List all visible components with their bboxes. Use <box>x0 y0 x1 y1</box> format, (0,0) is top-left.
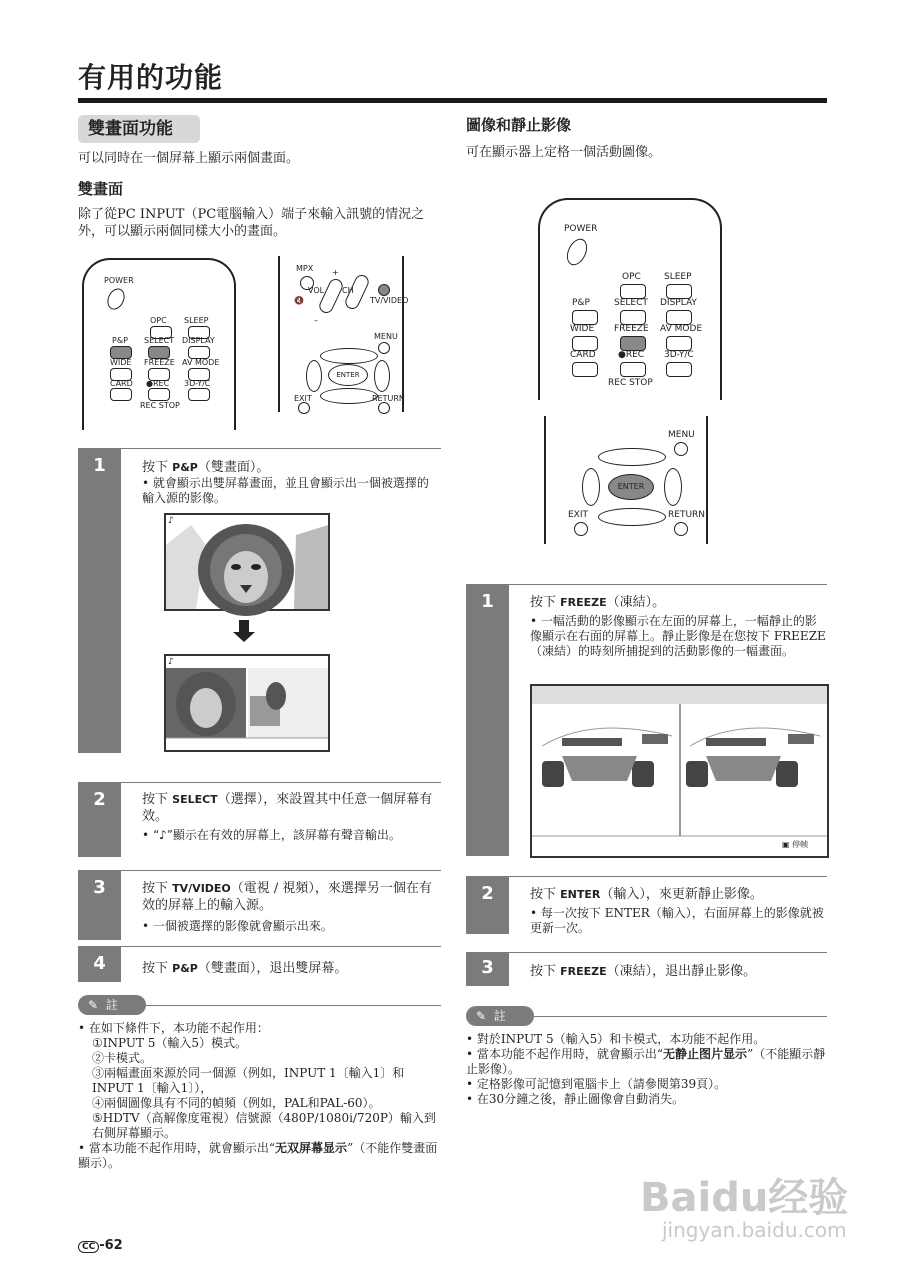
remote-illustration-lower: MPX + VOL CH 🔇 – TV/VIDEO MENU ENTER EXIT RETURN <box>278 256 404 412</box>
section-intro: 可以同時在一個屏幕上顯示兩個畫面。 <box>78 151 300 166</box>
down-arrow-icon <box>233 632 255 642</box>
notes-right: • 對於INPUT 5（輸入5）和卡模式，本功能不起作用。 • 當本功能不起作用時，就會顯示出“无静止图片显示”（不能顯示靜止影像）。 • 定格影像可記憶到電腦卡上（請參閱第39頁）。 • 在30分鐘之後，靜止圖像會自動消失。 <box>466 1032 826 1106</box>
step-1-bullet: • 就會顯示出雙屏幕畫面，並且會顯示出一個被選擇的輸入源的影像。 <box>142 476 429 505</box>
right-arrow-button <box>374 360 390 392</box>
section-title-dual-screen: 雙畫面功能 <box>78 115 200 143</box>
cc-icon: CC <box>78 1241 99 1253</box>
step-rule-2 <box>121 782 441 783</box>
freeze-step-number-1: 1 <box>481 591 494 612</box>
freeze-remote-upper: POWER OPC SLEEP P&P SELECT DISPLAY WIDE FREEZE AV MODE CARD ●REC 3D-Y/C REC STOP <box>538 198 722 400</box>
power-icon <box>563 236 591 269</box>
baidu-watermark-logo: Baidu经验 <box>640 1175 849 1221</box>
card-button <box>110 388 132 401</box>
pencil-icon: ✎ <box>88 998 99 1012</box>
freeze-icon: ▣ <box>782 840 790 849</box>
freeze-step-bar-1 <box>466 584 509 856</box>
mute-icon: 🔇 <box>294 296 304 305</box>
enter-button-highlight: ENTER <box>608 474 654 500</box>
step-1-instruction: 按下 P&P（雙畫面）。 <box>142 460 270 475</box>
tv-video-button <box>378 284 390 296</box>
up-arrow-button <box>320 348 378 364</box>
step-number-3: 3 <box>93 877 106 898</box>
note-label-right: ✎ 註 <box>466 1006 534 1026</box>
dual-screen-illustration <box>166 656 328 750</box>
single-screen-lion-image <box>164 513 330 611</box>
page-title: 有用的功能 <box>78 61 224 94</box>
dual-screen-description: 除了從PC INPUT（PC電腦輸入）端子來輸入訊號的情況之外，可以顯示兩個同樣大小的畫面。 <box>78 207 425 239</box>
step-number-1: 1 <box>93 455 106 476</box>
music-note-icon: ♪ <box>168 516 174 526</box>
left-arrow-button <box>306 360 322 392</box>
3d-yc-button <box>188 388 210 401</box>
step-3-bullet: • 一個被選擇的影像就會顯示出來。 <box>142 919 333 933</box>
freeze-step-1-instruction: 按下 FREEZE（凍結）。 <box>530 595 666 610</box>
lion-illustration <box>166 515 328 609</box>
step-2-bullet: • “♪”顯示在有效的屏幕上，該屏幕有聲音輸出。 <box>142 828 401 842</box>
rec-button <box>148 388 170 401</box>
exit-button <box>298 402 310 414</box>
freeze-race-car-image <box>530 684 829 858</box>
freeze-step-number-3: 3 <box>481 957 494 978</box>
note-rule-left <box>146 1005 441 1006</box>
pencil-icon: ✎ <box>476 1009 487 1023</box>
freeze-step-number-2: 2 <box>481 883 494 904</box>
step-number-2: 2 <box>93 789 106 810</box>
race-car-illustration <box>532 686 827 856</box>
subheading-dual-screen: 雙畫面 <box>78 180 124 198</box>
return-button <box>378 402 390 414</box>
step-rule-3 <box>121 870 441 871</box>
step-rule-4 <box>121 946 441 947</box>
title-rule <box>78 98 827 103</box>
note-label-left: ✎ 註 <box>78 995 146 1015</box>
dual-screen-image: ♪ <box>164 654 330 752</box>
remote-illustration-upper: POWER OPC SLEEP P&P SELECT DISPLAY WIDE FREEZE AV MODE CARD ●REC 3D-Y/C REC STOP <box>82 258 236 430</box>
freeze-step-1-bullet: • 一幅活動的影像顯示在左面的屏幕上，一幅靜止的影像顯示在右面的屏幕上。靜止影像是在您按下 FREEZE（凍結）的時刻所捕捉到的活動影像的一幅畫面。 <box>530 614 826 658</box>
step-2-instruction: 按下 SELECT（選擇），來設置其中任意一個屏幕有效。 <box>142 792 433 824</box>
section-title-freeze: 圖像和靜止影像 <box>466 116 572 134</box>
enter-button: ENTER <box>328 364 368 386</box>
step-number-4: 4 <box>93 953 106 974</box>
baidu-watermark-url: jingyan.baidu.com <box>662 1218 847 1242</box>
freeze-button-highlight <box>620 336 646 351</box>
notes-left: • 在如下條件下，本功能不起作用： ①INPUT 5（輸入5）模式。 ②卡模式。 ③兩幅畫面來源於同一個源（例如，INPUT 1〔輸入1〕和INPUT 1〔輸入1〕）， ④兩個圖像具有不同的幀頻（例如，PAL和PAL-60）。 ⑤HDTV（高解像度電視）信號源（480P/1080i/720P）輸入到右側屏幕顯示。 • 當本功能不起作用時，就會顯示出“无双屏幕显示”（不能作雙畫面顯示）。 <box>78 1021 438 1170</box>
step-4-instruction: 按下 P&P（雙畫面），退出雙屏幕。 <box>142 961 348 976</box>
step-3-instruction: 按下 TV/VIDEO（電視 / 視頻），來選擇另一個在有效的屏幕上的輸入源。 <box>142 881 432 913</box>
step-bar-1 <box>78 448 121 753</box>
freeze-step-3-instruction: 按下 FREEZE（凍結），退出靜止影像。 <box>530 964 757 979</box>
freeze-step-2-instruction: 按下 ENTER（輸入），來更新靜止影像。 <box>530 887 763 902</box>
volume-rocker <box>317 277 345 316</box>
freeze-remote-lower: MENU ENTER EXIT RETURN <box>544 416 708 544</box>
menu-button <box>378 342 390 354</box>
freeze-step-2-bullet: • 每一次按下 ENTER（輸入），右面屏幕上的影像就被更新一次。 <box>530 906 824 935</box>
page-number: CC -62 <box>78 1238 123 1253</box>
note-rule-right <box>534 1016 827 1017</box>
step-rule-1 <box>121 448 441 449</box>
power-icon <box>104 286 128 313</box>
freeze-intro: 可在顯示器上定格一個活動圖像。 <box>466 145 662 160</box>
down-arrow-button <box>320 388 378 404</box>
freeze-indicator: ▣ 停帧 <box>782 840 809 849</box>
